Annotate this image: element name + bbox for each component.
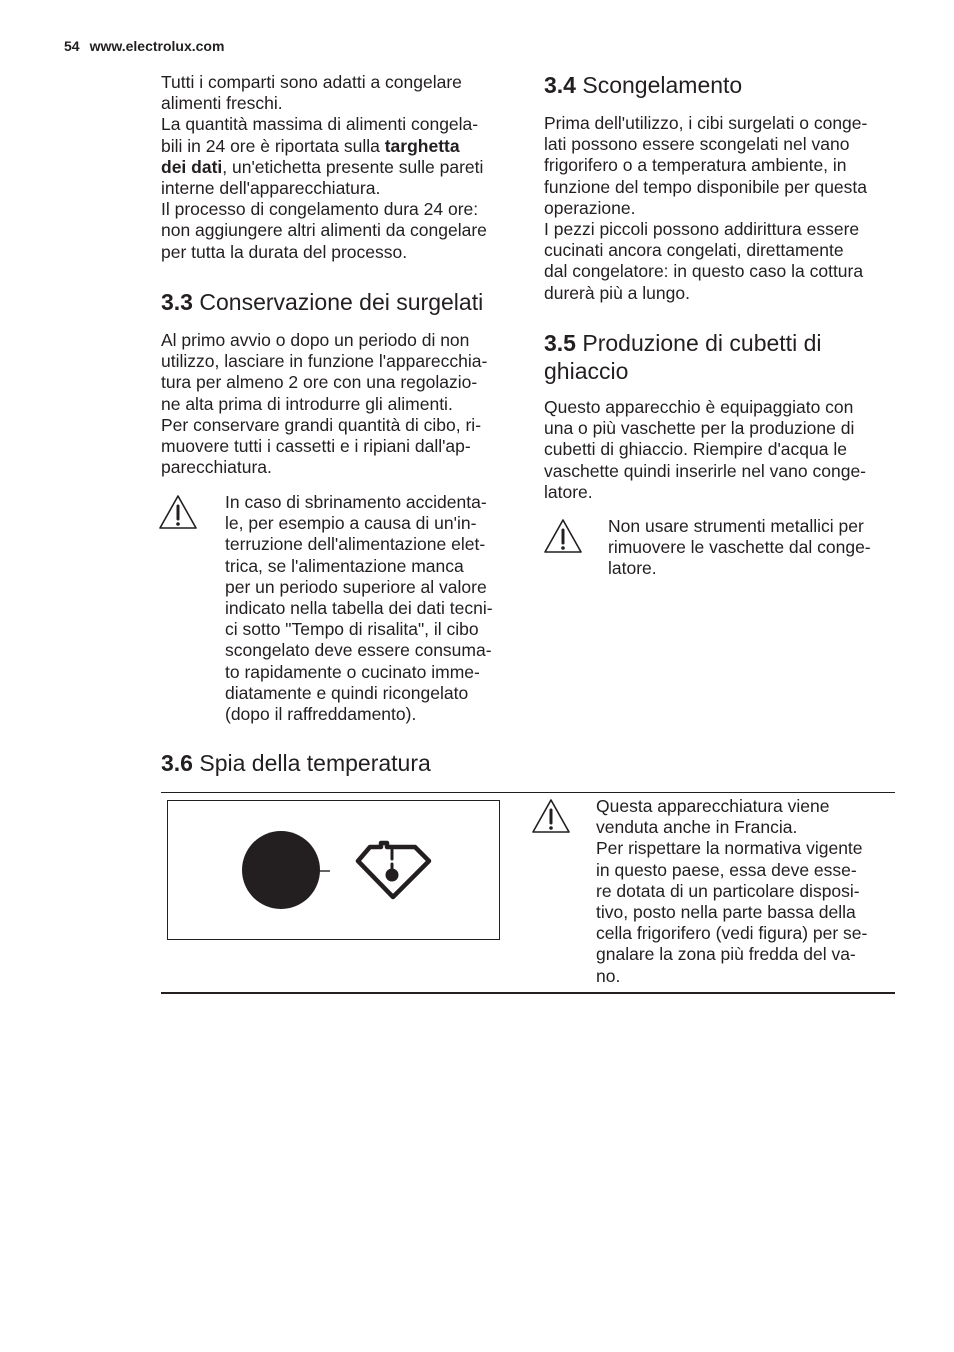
section-heading-3-4: 3.4 Scongelamento xyxy=(544,72,743,98)
section-3-5-body: Questo apparecchio è equipaggiato con una o più vaschette per la produzione di cubetti di ghiaccio. Riempire d'acqua le vaschette quindi inserirle nel vano conge- latore. xyxy=(544,397,866,502)
website-url: www.electrolux.com xyxy=(89,38,225,54)
intro-paragraph: Tutti i comparti sono adatti a congelare alimenti freschi. La quantità massima di alimenti congela- bili in 24 ore è riportata sulla targhetta dei dati, un'etichetta presente sulle pareti interne dell'apparecchiatura. Il processo di congelamento dura 24 ore: non aggiungere altri alimenti da congelare per tutta la durata del processo. xyxy=(161,72,487,262)
section-heading-3-5: 3.5 Produzione di cubetti di ghiaccio xyxy=(544,330,822,384)
page-header xyxy=(64,38,224,54)
section-heading-3-3: 3.3 Conservazione dei surgelati xyxy=(161,289,484,315)
section-3-5-warning: Non usare strumenti metallici per rimuovere le vaschette dal conge- latore. xyxy=(608,516,871,579)
warning-triangle-icon xyxy=(531,798,571,834)
section-3-3-warning: In caso di sbrinamento accidenta- le, per esempio a causa di un'in- terruzione dell'alimentazione elet- trica, se l'alimentazione manca per un periodo superiore al valore indicato nella tabella dei dati tecni- ci sotto "Tempo di risalita", il cibo scongelato deve essere consuma- to rapidamente o cucinato imme- diatamente e quindi ricongelato (dopo il raffreddamento). xyxy=(225,492,493,725)
warning-triangle-icon xyxy=(543,518,583,554)
page-number: 54 xyxy=(64,38,80,54)
section-3-4-body: Prima dell'utilizzo, i cibi surgelati o conge- lati possono essere scongelati nel vano frigorifero o a temperatura ambiente, in funzione del tempo disponibile per questa operazione. I pezzi piccoli possono addirittura essere cucinati ancora congelati, direttamente dal congelatore: in questo caso la cottura durerà più a lungo. xyxy=(544,113,868,303)
section-top-rule xyxy=(161,792,895,793)
section-heading-3-6: 3.6 Spia della temperatura xyxy=(161,750,431,776)
temperature-indicator-figure xyxy=(167,800,500,940)
temperature-indicator-icon xyxy=(168,801,498,938)
section-bottom-rule xyxy=(161,992,895,994)
section-3-3-body: Al primo avvio o dopo un periodo di non utilizzo, lasciare in funzione l'apparecchia- tura per almeno 2 ore con una regolazio- ne alta prima di introdurre gli alimenti. Per conservare grandi quantità di cibo, ri- muovere tutti i cassetti e i ripiani dall'ap- parecchiatura. xyxy=(161,330,488,478)
section-3-6-warning: Questa apparecchiatura viene venduta anche in Francia. Per rispettare la normativa vigente in questo paese, essa deve esse- re dotata di un particolare disposi- tivo, posto nella parte bassa della cella frigorifero (vedi figura) per se- gnalare la zona più fredda del va- no. xyxy=(596,796,868,986)
data-plate-bold: targhetta xyxy=(384,135,460,156)
warning-triangle-icon xyxy=(158,494,198,530)
